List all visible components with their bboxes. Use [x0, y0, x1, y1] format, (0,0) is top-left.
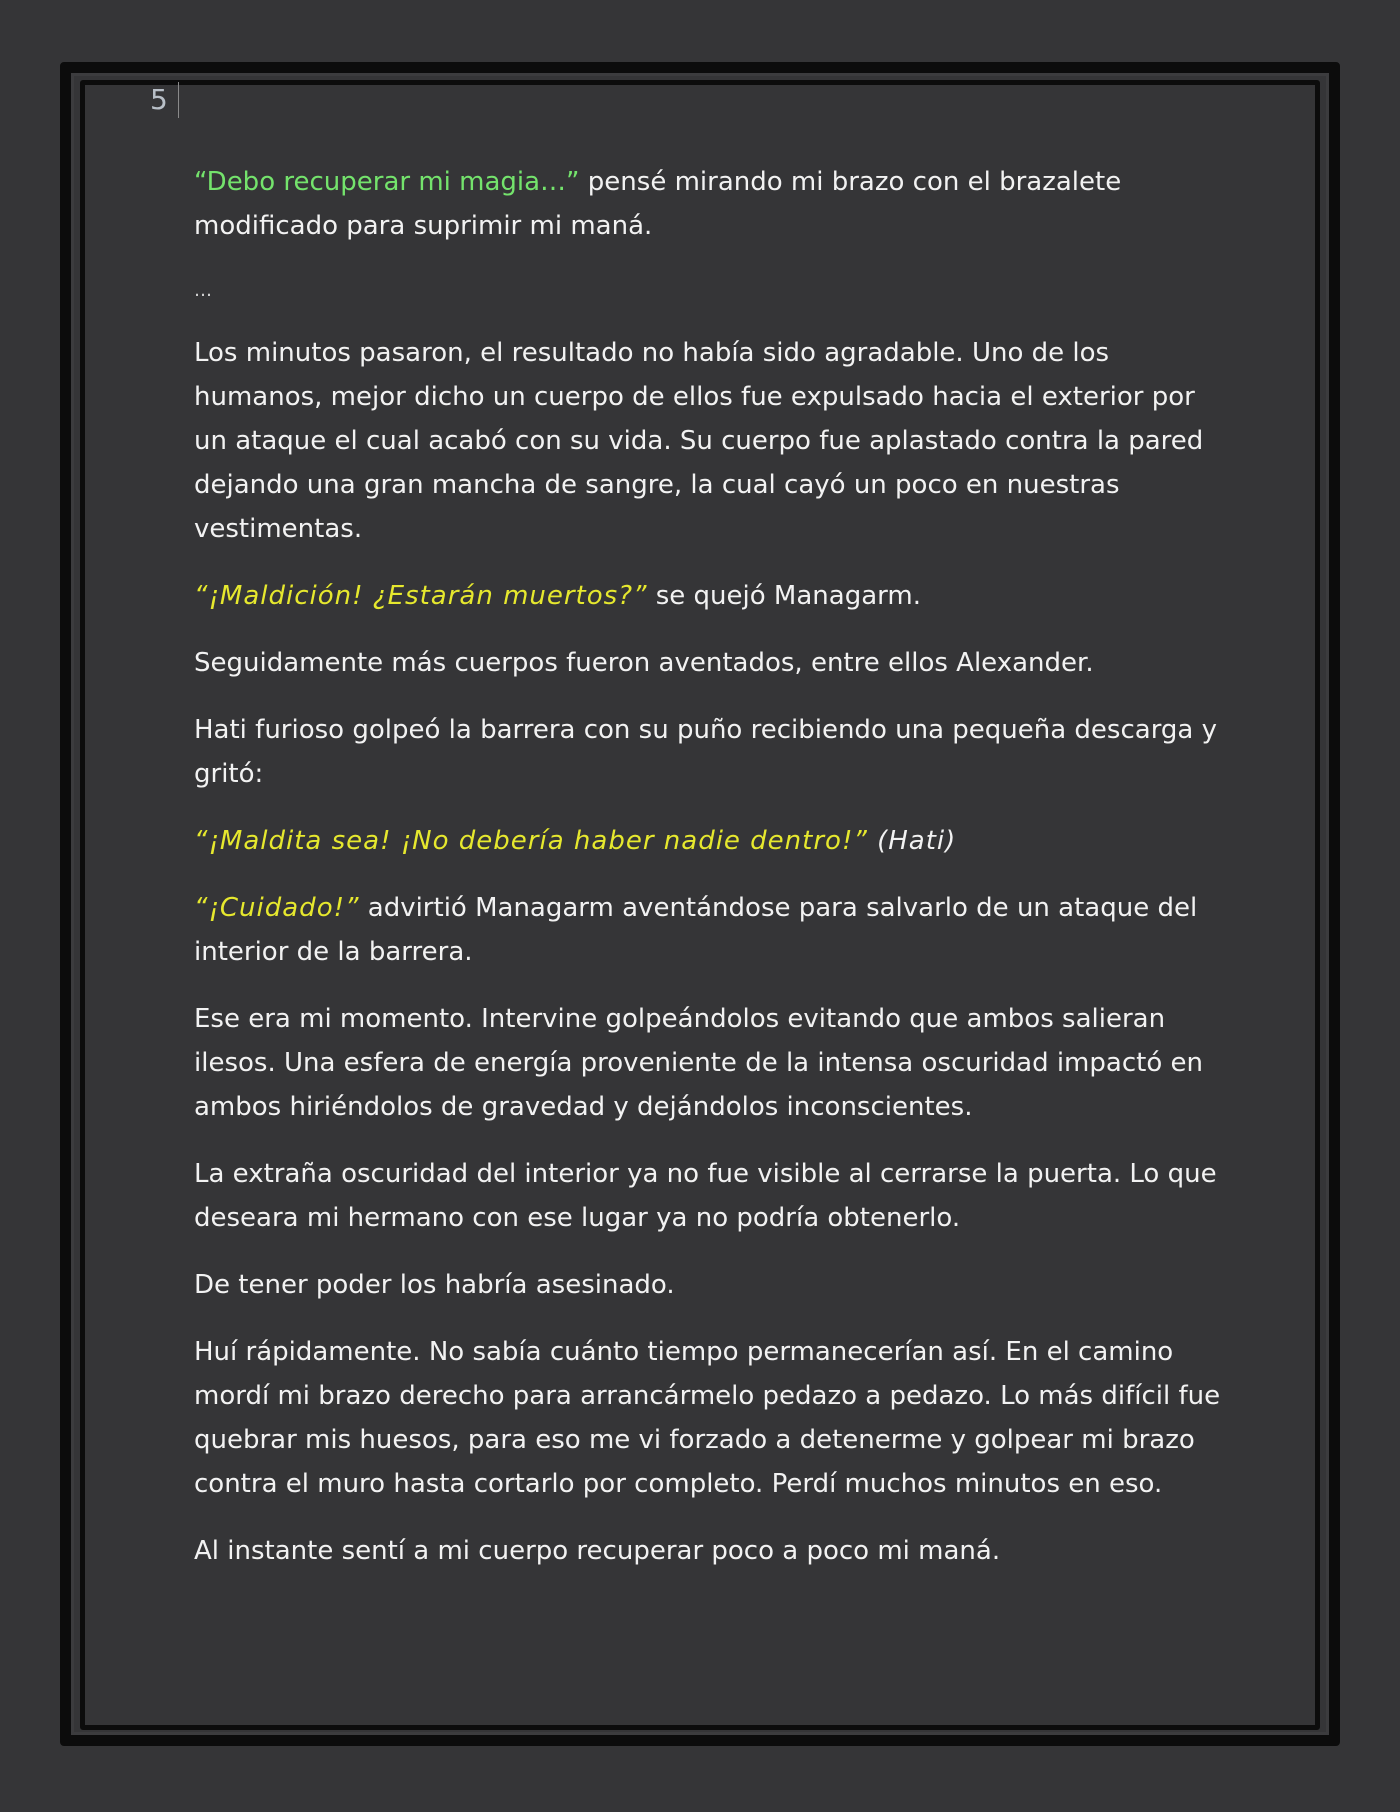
- scene-break: …: [194, 280, 212, 301]
- speaker-tag: (Hati): [867, 826, 957, 856]
- paragraph-13: Al instante sentí a mi cuerpo recuperar poco a poco mi maná.: [194, 1536, 1001, 1566]
- dialogue-text: “¡Maldición! ¿Estarán muertos?”: [194, 581, 648, 611]
- dialogue-text: “¡Cuidado!”: [194, 893, 360, 923]
- narration-text: advirtió Managarm aventándose para salvarlo de un ataque del interior de la barrera.: [194, 893, 1198, 967]
- paragraph-10: La extraña oscuridad del interior ya no fue visible al cerrarse la puerta. Lo que deseara mi hermano con ese lugar ya no podría obtenerlo.: [194, 1159, 1217, 1233]
- page-body: [194, 160, 1224, 1596]
- paragraph-11: De tener poder los habría asesinado.: [194, 1270, 675, 1300]
- page-number: 5: [150, 82, 179, 118]
- thought-text: “Debo recuperar mi magia…”: [194, 167, 580, 197]
- dialogue-text: “¡Maldita sea! ¡No debería haber nadie dentro!”: [194, 826, 868, 856]
- paragraph-5: Seguidamente más cuerpos fueron aventados, entre ellos Alexander.: [194, 648, 1094, 678]
- paragraph-7: [194, 819, 1224, 863]
- paragraph-6: Hati furioso golpeó la barrera con su puño recibiendo una pequeña descarga y gritó:: [194, 715, 1218, 789]
- paragraph-9: Ese era mi momento. Intervine golpeándolos evitando que ambos salieran ilesos. Una esfera de energía proveniente de la intensa oscuridad impactó en ambos hiriéndolos de gravedad y dejándolos inconscientes.: [194, 1004, 1203, 1122]
- paragraph-4: [194, 574, 1224, 618]
- narration-text: pensé mirando mi brazo con el brazalete modificado para suprimir mi maná.: [194, 167, 1122, 241]
- paragraph-12: Huí rápidamente. No sabía cuánto tiempo permanecerían así. En el camino mordí mi brazo derecho para arrancármelo pedazo a pedazo. Lo más difícil fue quebrar mis huesos, para eso me vi forzado a detenerme y golpear mi brazo contra el muro hasta cortarlo por completo. Perdí muchos minutos en eso.: [194, 1337, 1221, 1499]
- paragraph-8: [194, 886, 1224, 974]
- narration-text: se quejó Managarm.: [647, 581, 921, 611]
- paragraph-3: Los minutos pasaron, el resultado no había sido agradable. Uno de los humanos, mejor dicho un cuerpo de ellos fue expulsado hacia el exterior por un ataque el cual acabó con su vida. Su cuerpo fue aplastado contra la pared dejando una gran mancha de sangre, la cual cayó un poco en nuestras vestimentas.: [194, 338, 1204, 544]
- paragraph-1: [194, 160, 1224, 248]
